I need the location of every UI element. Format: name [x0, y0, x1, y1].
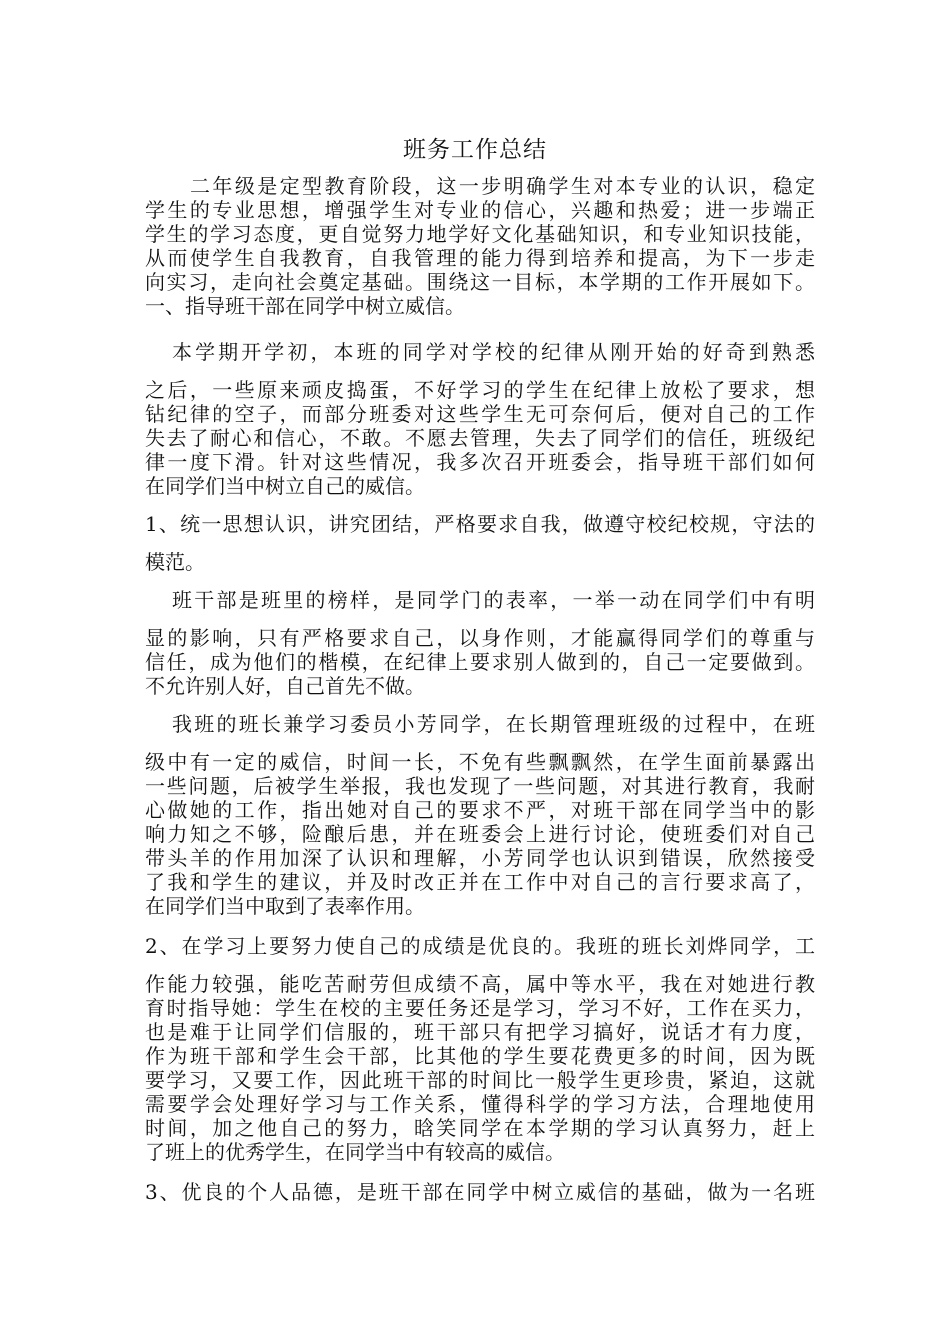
paragraph-line: 作能力较强，能吃苦耐劳但成绩不高，属中等水平，我在对她进行教 — [145, 972, 815, 996]
paragraph-line: 显的影响，只有严格要求自己，以身作则，才能赢得同学们的尊重与 — [145, 626, 815, 650]
paragraph-line: 信任，成为他们的楷模，在纪律上要求别人做到的，自己一定要做到。 — [145, 650, 815, 674]
paragraph-line: 时间，加之他自己的努力，晗笑同学在本学期的学习认真努力，赶上 — [145, 1116, 815, 1140]
numbered-heading: 3、优良的个人品德，是班干部在同学中树立威信的基础，做为一名班 — [145, 1180, 815, 1204]
paragraph-line: 响力知之不够，险酿后患，并在班委会上进行讨论，使班委们对自己 — [145, 822, 815, 846]
paragraph-line: 我班的班长兼学习委员小芳同学，在长期管理班级的过程中，在班 — [172, 712, 815, 736]
paragraph-line: 级中有一定的威信，时间一长，不免有些飘飘然，在学生面前暴露出 — [145, 750, 815, 774]
paragraph-line: 向实习，走向社会奠定基础。围绕这一目标，本学期的工作开展如下。 — [145, 270, 815, 294]
numbered-heading: 模范。 — [145, 550, 205, 574]
paragraph-line: 了我和学生的建议，并及时改正并在工作中对自己的言行要求高了， — [145, 870, 815, 894]
paragraph-line: 从而使学生自我教育，自我管理的能力得到培养和提高，为下一步走 — [145, 246, 815, 270]
paragraph-line: 也是难于让同学们信服的，班干部只有把学习搞好，说话才有力度， — [145, 1020, 815, 1044]
paragraph-line: 钻纪律的空子，而部分班委对这些学生无可奈何后，便对自己的工作 — [145, 402, 815, 426]
paragraph-line: 学生的学习态度，更自觉努力地学好文化基础知识，和专业知识技能， — [145, 222, 815, 246]
paragraph-line: 失去了耐心和信心，不敢。不愿去管理，失去了同学们的信任，班级纪 — [145, 426, 815, 450]
paragraph-line: 需要学会处理好学习与工作关系，懂得科学的学习方法，合理地使用 — [145, 1092, 815, 1116]
paragraph-line: 本学期开学初，本班的同学对学校的纪律从刚开始的好奇到熟悉 — [172, 340, 815, 364]
paragraph-line: 带头羊的作用加深了认识和理解，小芳同学也认识到错误，欣然接受 — [145, 846, 815, 870]
numbered-heading: 1、统一思想认识，讲究团结，严格要求自我，做遵守校纪校规，守法的 — [145, 512, 815, 536]
paragraph-line: 在同学们当中树立自己的威信。 — [145, 474, 425, 498]
paragraph-line: 学生的专业思想，增强学生对专业的信心，兴趣和热爱；进一步端正 — [145, 198, 815, 222]
paragraph-line: 之后，一些原来顽皮捣蛋，不好学习的学生在纪律上放松了要求，想 — [145, 378, 815, 402]
numbered-heading: 2、在学习上要努力使自己的成绩是优良的。我班的班长刘烨同学，工 — [145, 934, 815, 958]
paragraph-line: 心做她的工作，指出她对自己的要求不严，对班干部在同学当中的影 — [145, 798, 815, 822]
paragraph-line: 二年级是定型教育阶段，这一步明确学生对本专业的认识，稳定 — [190, 174, 815, 198]
document-title: 班务工作总结 — [403, 137, 547, 163]
paragraph-line: 作为班干部和学生会干部，比其他的学生要花费更多的时间，因为既 — [145, 1044, 815, 1068]
paragraph-line: 律一度下滑。针对这些情况，我多次召开班委会，指导班干部们如何 — [145, 450, 815, 474]
section-heading: 一、指导班干部在同学中树立威信。 — [145, 294, 465, 318]
paragraph-line: 不允许别人好，自己首先不做。 — [145, 674, 425, 698]
paragraph-line: 一些问题，后被学生举报，我也发现了一些问题，对其进行教育，我耐 — [145, 774, 815, 798]
paragraph-line: 班干部是班里的榜样，是同学门的表率，一举一动在同学们中有明 — [172, 588, 815, 612]
paragraph-line: 在同学们当中取到了表率作用。 — [145, 894, 425, 918]
paragraph-line: 要学习，又要工作，因此班干部的时间比一般学生更珍贵，紧迫，这就 — [145, 1068, 815, 1092]
paragraph-line: 了班上的优秀学生，在同学当中有较高的威信。 — [145, 1140, 565, 1164]
paragraph-line: 育时指导她：学生在校的主要任务还是学习，学习不好，工作在买力， — [145, 996, 815, 1020]
